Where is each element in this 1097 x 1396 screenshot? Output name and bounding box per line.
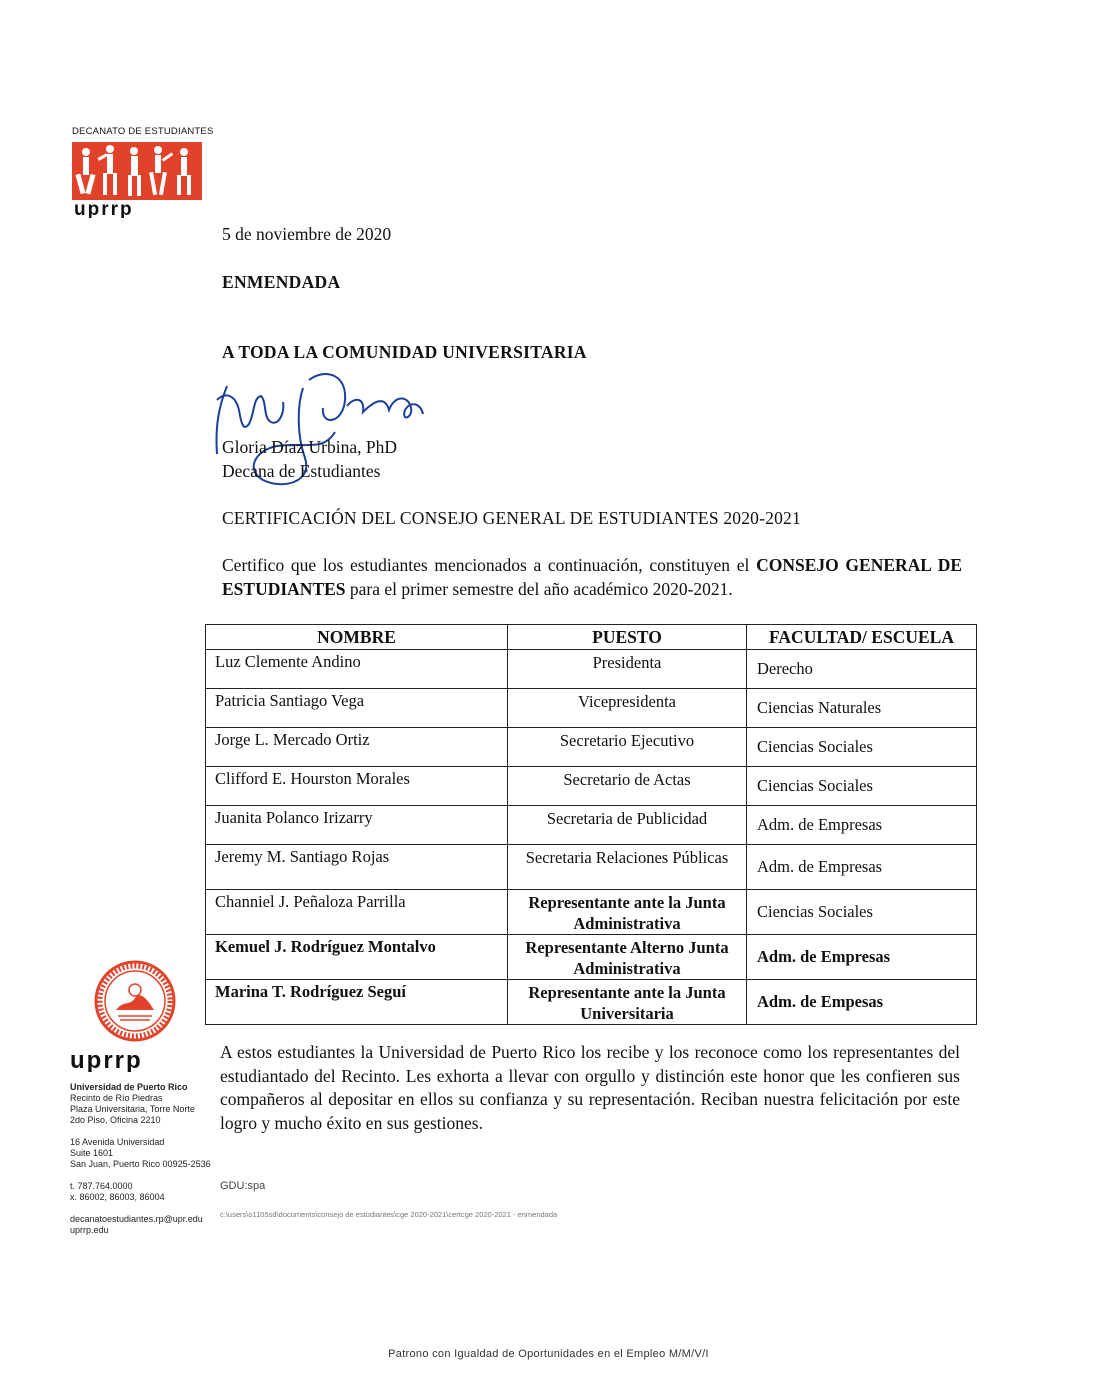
header-position: PUESTO <box>508 625 747 650</box>
initials: GDU:spa <box>220 1180 266 1192</box>
university-seal-icon <box>94 960 176 1042</box>
table-row <box>206 806 977 845</box>
cell-position: Secretario de Actas <box>508 767 747 806</box>
university-name: Universidad de Puerto Rico <box>70 1082 188 1092</box>
council-table <box>205 624 977 1025</box>
signer-title: Decana de Estudiantes <box>222 461 381 481</box>
table-row <box>206 980 977 1025</box>
letter-date: 5 de noviembre de 2020 <box>222 224 392 244</box>
amended-label: ENMENDADA <box>222 272 341 292</box>
cell-name: Clifford E. Hourston Morales <box>206 767 508 806</box>
cell-faculty: Adm. de Empesas <box>747 980 977 1025</box>
table-header-row <box>206 625 977 650</box>
email-address: decanatoestudiantes.rp@upr.edu <box>70 1214 203 1224</box>
intro-text-start: Certifico que los estudiantes mencionados a continuación, constituyen el <box>222 555 757 575</box>
cell-faculty: Adm. de Empresas <box>747 806 977 845</box>
extensions: x. 86002, 86003, 86004 <box>70 1192 165 1202</box>
website: uprrp.edu <box>70 1225 109 1235</box>
cell-position: Representante ante la Junta Administrativa <box>508 890 747 935</box>
building: Plaza Universitaria, Torre Norte <box>70 1104 195 1114</box>
certification-title: CERTIFICACIÓN DEL CONSEJO GENERAL DE ESTUDIANTES 2020-2021 <box>222 508 801 528</box>
table-row <box>206 689 977 728</box>
street-address: 16 Avenida Universidad <box>70 1137 165 1147</box>
recipient-line: A TODA LA COMUNIDAD UNIVERSITARIA <box>222 342 587 362</box>
uprrp-logo <box>70 1046 200 1072</box>
closing-paragraph: A estos estudiantes la Universidad de Puerto Rico los recibe y los reconoce como los representantes del estudiantado del Recinto. Les exhorta a llevar con orgullo y distinción este honor que les confieren sus compañeros al depositar en ellos su confianza y su representación. Reciban nuestra felicitación por este logro y mucho éxito en sus gestiones. <box>220 1042 960 1133</box>
logo-figures-icon <box>72 138 204 218</box>
cell-faculty: Adm. de Empresas <box>747 845 977 890</box>
cell-position: Presidenta <box>508 650 747 689</box>
cell-faculty: Derecho <box>747 650 977 689</box>
suite: Suite 1601 <box>70 1148 114 1158</box>
cell-name: Jeremy M. Santiago Rojas <box>206 845 508 890</box>
cell-faculty: Ciencias Sociales <box>747 890 977 935</box>
cell-name: Kemuel J. Rodríguez Montalvo <box>206 935 508 980</box>
cell-name: Marina T. Rodríguez Seguí <box>206 980 508 1025</box>
cell-name: Patricia Santiago Vega <box>206 689 508 728</box>
table-row <box>206 935 977 980</box>
cell-faculty: Ciencias Sociales <box>747 767 977 806</box>
cell-position: Secretaria Relaciones Públicas <box>508 845 747 890</box>
table-row <box>206 890 977 935</box>
cell-name: Channiel J. Peñaloza Parrilla <box>206 890 508 935</box>
cell-position: Secretario Ejecutivo <box>508 728 747 767</box>
footer-notice: Patrono con Igualdad de Oportunidades en el Empleo M/M/V/I <box>388 1348 709 1360</box>
header-faculty: FACULTAD/ ESCUELA <box>747 625 977 650</box>
cell-position: Representante Alterno Junta Administrativa <box>508 935 747 980</box>
cell-position: Secretaria de Publicidad <box>508 806 747 845</box>
cell-position: Vicepresidenta <box>508 689 747 728</box>
city-zip: San Juan, Puerto Rico 00925-2536 <box>70 1159 211 1169</box>
table-row <box>206 650 977 689</box>
cell-name: Jorge L. Mercado Ortiz <box>206 728 508 767</box>
cell-faculty: Ciencias Naturales <box>747 689 977 728</box>
table-row <box>206 728 977 767</box>
floor-office: 2do Piso, Oficina 2210 <box>70 1115 161 1125</box>
intro-text-end: para el primer semestre del año académico 2020-2021. <box>345 579 733 599</box>
cell-faculty: Ciencias Sociales <box>747 728 977 767</box>
cell-name: Juanita Polanco Irizarry <box>206 806 508 845</box>
campus-name: Recinto de Río Piedras <box>70 1093 163 1103</box>
file-path: c:\users\o1105sd\documents\consejo de estudiantes\cge 2020-2021\certcge 2020-2021 - enmendada <box>220 1210 558 1219</box>
logo-brand-text: uprrp <box>74 199 134 218</box>
cell-faculty: Adm. de Empresas <box>747 935 977 980</box>
logo-caption: DECANATO DE ESTUDIANTES <box>72 126 214 137</box>
table-row <box>206 767 977 806</box>
signer-name: Gloria Díaz Urbina, PhD <box>222 437 397 457</box>
bottom-logo-text: uprrp <box>70 1047 143 1072</box>
header-name: NOMBRE <box>206 625 508 650</box>
intro-paragraph <box>222 553 962 601</box>
cell-name: Luz Clemente Andino <box>206 650 508 689</box>
intro-council-name: CONSEJO GENERAL DE ESTUDIANTES <box>222 555 963 599</box>
address-block <box>70 1082 230 1247</box>
phone: t. 787.764.0000 <box>70 1181 133 1191</box>
decanato-logo <box>72 126 214 218</box>
table-row <box>206 845 977 890</box>
cell-position: Representante ante la Junta Universitaria <box>508 980 747 1025</box>
